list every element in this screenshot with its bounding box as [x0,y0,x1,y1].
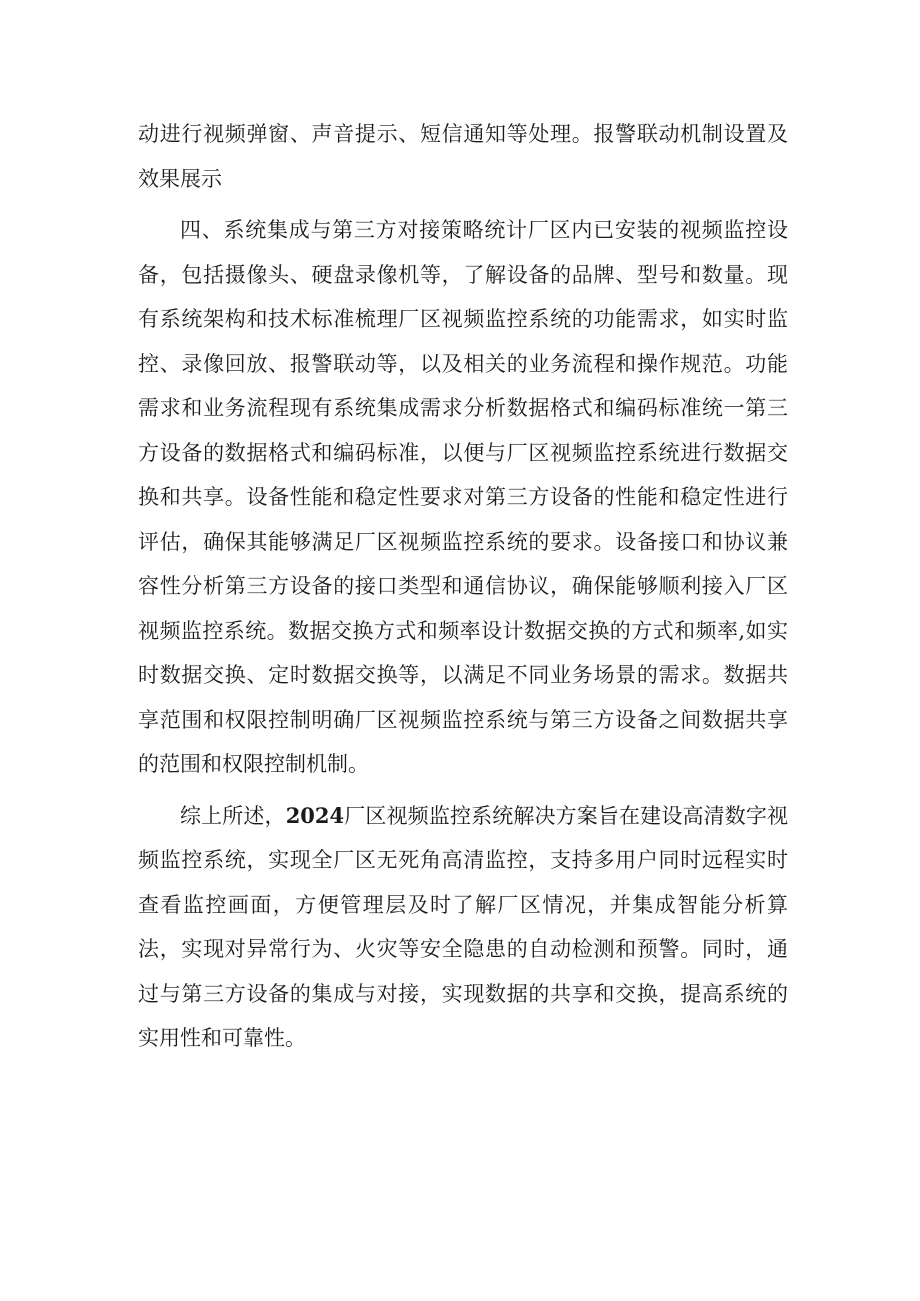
paragraph-system-integration: 四、系统集成与第三方对接策略统计厂区内已安装的视频监控设备，包括摄像头、硬盘录像机等，了解设备的品牌、型号和数量。现有系统架构和技术标准梳理厂区视频监控系统的功能需求，如实时监控、录像回放、报警联动等，以及相关的业务流程和操作规范。功能需求和业务流程现有系统集成需求分析数据格式和编码标准统一第三方设备的数据格式和编码标准，以便与厂区视频监控系统进行数据交换和共享。设备性能和稳定性要求对第三方设备的性能和稳定性进行评估，确保其能够满足厂区视频监控系统的要求。设备接口和协议兼容性分析第三方设备的接口类型和通信协议，确保能够顺利接入厂区视频监控系统。数据交换方式和频率设计数据交换的方式和频率,如实时数据交换、定时数据交换等，以满足不同业务场景的需求。数据共享范围和权限控制明确厂区视频监控系统与第三方设备之间数据共享的范围和权限控制机制。 [138,218,788,776]
document-body [138,112,788,1068]
paragraph-continuation: 动进行视频弹窗、声音提示、短信通知等处理。报警联动机制设置及效果展示 [138,122,788,191]
paragraph-summary [138,794,788,1061]
summary-prefix: 综上所述， [180,803,286,828]
summary-year: 2024 [285,802,345,828]
summary-text: 厂区视频监控系统解决方案旨在建设高清数字视频监控系统，实现全厂区无死角高清监控，支持多用户同时远程实时查看监控画面，方便管理层及时了解厂区情况，并集成智能分析算法，实现对异常行为、火灾等安全隐患的自动检测和预警。同时，通过与第三方设备的集成与对接，实现数据的共享和交换，提高系统的实用性和可靠性。 [138,803,789,1050]
